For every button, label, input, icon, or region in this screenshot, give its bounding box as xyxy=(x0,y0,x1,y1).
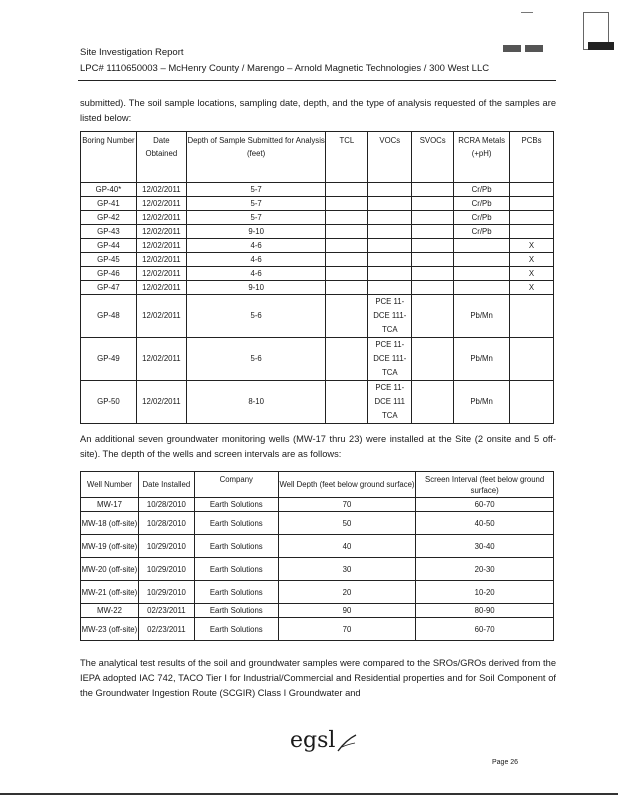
cell: 10/28/2010 xyxy=(138,512,194,535)
table-row xyxy=(81,253,554,267)
cell xyxy=(412,338,454,381)
scan-artifact-dash xyxy=(521,12,533,13)
cell xyxy=(412,295,454,338)
col-date-installed: Date Installed xyxy=(138,472,194,498)
cell: 90 xyxy=(278,604,416,618)
table-row xyxy=(81,211,554,225)
cell: 80-90 xyxy=(416,604,554,618)
cell: PCE 11-DCE 111-TCA xyxy=(368,338,412,381)
cell: 8-10 xyxy=(186,381,326,424)
cell xyxy=(412,211,454,225)
cell: 5-6 xyxy=(186,338,326,381)
cell: 5-6 xyxy=(186,295,326,338)
table-row xyxy=(81,183,554,197)
cell xyxy=(412,183,454,197)
cell xyxy=(368,183,412,197)
results-paragraph: The analytical test results of the soil and groundwater samples were compared to the SROs/GROs derived from the IEPA adopted IAC 742, TACO Tier I for Industrial/Commercial and Residential properties and for Soil Component of the Groundwater Ingestion Route (SCGIR) Class I Groundwater and xyxy=(80,658,556,698)
cell: Pb/Mn xyxy=(454,295,510,338)
cell xyxy=(412,267,454,281)
cell xyxy=(412,253,454,267)
well-table-header xyxy=(81,472,554,498)
cell: MW-18 (off-site) xyxy=(81,512,139,535)
cell xyxy=(510,225,554,239)
cell: 12/02/2011 xyxy=(136,183,186,197)
cell: 12/02/2011 xyxy=(136,281,186,295)
cell xyxy=(326,253,368,267)
col-company: Company xyxy=(194,472,278,498)
cell xyxy=(326,381,368,424)
cell xyxy=(326,211,368,225)
cell: Earth Solutions xyxy=(194,618,278,641)
cell xyxy=(368,267,412,281)
report-subtitle: LPC# 1110650003 – McHenry County / Marengo – Arnold Magnetic Technologies / 300 West LLC xyxy=(80,63,490,74)
cell xyxy=(326,295,368,338)
cell: Cr/Pb xyxy=(454,183,510,197)
col-svocs: SVOCs xyxy=(412,132,454,183)
table-row xyxy=(81,618,554,641)
table-row xyxy=(81,267,554,281)
cell: Earth Solutions xyxy=(194,581,278,604)
cell: X xyxy=(510,253,554,267)
cell xyxy=(454,253,510,267)
cell xyxy=(326,183,368,197)
cell: 40 xyxy=(278,535,416,558)
header-divider xyxy=(78,80,556,81)
cell xyxy=(510,338,554,381)
table-row xyxy=(81,512,554,535)
cell: GP-41 xyxy=(81,197,137,211)
cell: Cr/Pb xyxy=(454,211,510,225)
cell: Cr/Pb xyxy=(454,197,510,211)
cell: 40-50 xyxy=(416,512,554,535)
cell: MW-23 (off-site) xyxy=(81,618,139,641)
egsl-logo: egsl xyxy=(290,728,336,753)
cell: MW-21 (off-site) xyxy=(81,581,139,604)
cell: 60-70 xyxy=(416,498,554,512)
cell: 30-40 xyxy=(416,535,554,558)
cell: 12/02/2011 xyxy=(136,295,186,338)
col-boring-number: Boring Number xyxy=(81,132,137,183)
cell xyxy=(454,239,510,253)
cell: PCE 11-DCE 111-TCA xyxy=(368,295,412,338)
table-row xyxy=(81,197,554,211)
cell: GP-46 xyxy=(81,267,137,281)
cell: GP-44 xyxy=(81,239,137,253)
cell: GP-48 xyxy=(81,295,137,338)
cell: X xyxy=(510,267,554,281)
col-well-depth: Well Depth (feet below ground surface) xyxy=(278,472,416,498)
cell: 50 xyxy=(278,512,416,535)
table-row xyxy=(81,381,554,424)
cell: Earth Solutions xyxy=(194,498,278,512)
table-row xyxy=(81,498,554,512)
cell: Earth Solutions xyxy=(194,512,278,535)
cell: 20-30 xyxy=(416,558,554,581)
cell: 9-10 xyxy=(186,225,326,239)
cell xyxy=(326,197,368,211)
table-row xyxy=(81,558,554,581)
cell: Earth Solutions xyxy=(194,604,278,618)
report-title: Site Investigation Report xyxy=(80,47,184,58)
cell xyxy=(326,281,368,295)
cell: 10/28/2010 xyxy=(138,498,194,512)
cell xyxy=(510,295,554,338)
cell: PCE 11-DCE 111 TCA xyxy=(368,381,412,424)
cell: MW-20 (off-site) xyxy=(81,558,139,581)
cell: MW-22 xyxy=(81,604,139,618)
cell xyxy=(412,225,454,239)
cell: 10/29/2010 xyxy=(138,558,194,581)
cell: 9-10 xyxy=(186,281,326,295)
table-row xyxy=(81,581,554,604)
cell: 20 xyxy=(278,581,416,604)
cell: 70 xyxy=(278,498,416,512)
cell: 12/02/2011 xyxy=(136,338,186,381)
cell: Earth Solutions xyxy=(194,535,278,558)
soil-sample-table xyxy=(80,131,554,424)
cell: X xyxy=(510,281,554,295)
wells-paragraph: An additional seven groundwater monitoring wells (MW-17 thru 23) were installed at the Site (2 onsite and 5 off-site). The depth of the wells and screen intervals are as follows: xyxy=(80,434,556,459)
cell: Cr/Pb xyxy=(454,225,510,239)
cell: GP-49 xyxy=(81,338,137,381)
table-row xyxy=(81,225,554,239)
cell: 12/02/2011 xyxy=(136,253,186,267)
cell: Pb/Mn xyxy=(454,381,510,424)
logo-swoosh-icon xyxy=(336,733,358,753)
cell: 02/23/2011 xyxy=(138,604,194,618)
cell xyxy=(326,225,368,239)
scan-artifact-block xyxy=(588,42,614,50)
cell xyxy=(412,197,454,211)
cell: 5-7 xyxy=(186,183,326,197)
cell: MW-19 (off-site) xyxy=(81,535,139,558)
scan-artifact-tag-left xyxy=(503,45,521,52)
col-well-number: Well Number xyxy=(81,472,139,498)
cell xyxy=(454,281,510,295)
cell xyxy=(368,225,412,239)
cell xyxy=(326,239,368,253)
cell: GP-43 xyxy=(81,225,137,239)
cell: GP-42 xyxy=(81,211,137,225)
cell: 4-6 xyxy=(186,267,326,281)
cell: 12/02/2011 xyxy=(136,239,186,253)
cell xyxy=(326,338,368,381)
table-row xyxy=(81,604,554,618)
intro-paragraph: submitted). The soil sample locations, sampling date, depth, and the type of analysis requested of the samples are listed below: xyxy=(80,98,556,123)
col-tcl: TCL xyxy=(326,132,368,183)
col-date-obtained: Date Obtained xyxy=(136,132,186,183)
cell: Pb/Mn xyxy=(454,338,510,381)
monitoring-well-table xyxy=(80,471,554,641)
cell: 10/29/2010 xyxy=(138,581,194,604)
cell: 10/29/2010 xyxy=(138,535,194,558)
table-row xyxy=(81,281,554,295)
table-row xyxy=(81,535,554,558)
cell: 5-7 xyxy=(186,211,326,225)
soil-table-header xyxy=(81,132,554,183)
cell xyxy=(412,239,454,253)
cell: 70 xyxy=(278,618,416,641)
col-vocs: VOCs xyxy=(368,132,412,183)
bottom-divider xyxy=(0,793,618,795)
cell: GP-45 xyxy=(81,253,137,267)
cell: MW-17 xyxy=(81,498,139,512)
cell: 02/23/2011 xyxy=(138,618,194,641)
cell: 12/02/2011 xyxy=(136,197,186,211)
cell: 30 xyxy=(278,558,416,581)
cell xyxy=(368,253,412,267)
cell xyxy=(412,281,454,295)
table-row xyxy=(81,239,554,253)
cell xyxy=(368,197,412,211)
cell: 12/02/2011 xyxy=(136,267,186,281)
cell: 5-7 xyxy=(186,197,326,211)
cell xyxy=(510,211,554,225)
cell: X xyxy=(510,239,554,253)
col-pcbs: PCBs xyxy=(510,132,554,183)
cell xyxy=(510,197,554,211)
cell xyxy=(454,267,510,281)
col-rcra-metals: RCRA Metals (+pH) xyxy=(454,132,510,183)
cell: GP-47 xyxy=(81,281,137,295)
cell: 12/02/2011 xyxy=(136,211,186,225)
cell xyxy=(412,381,454,424)
table-row xyxy=(81,295,554,338)
scan-artifact-tag-right xyxy=(525,45,543,52)
cell: 60-70 xyxy=(416,618,554,641)
cell: 12/02/2011 xyxy=(136,381,186,424)
cell xyxy=(368,281,412,295)
cell: 4-6 xyxy=(186,253,326,267)
cell xyxy=(326,267,368,281)
cell xyxy=(368,239,412,253)
cell: 12/02/2011 xyxy=(136,225,186,239)
cell: Earth Solutions xyxy=(194,558,278,581)
col-sample-depth: Depth of Sample Submitted for Analysis (feet) xyxy=(186,132,326,183)
cell: 4-6 xyxy=(186,239,326,253)
cell: 10-20 xyxy=(416,581,554,604)
cell: GP-50 xyxy=(81,381,137,424)
cell xyxy=(368,211,412,225)
cell xyxy=(510,381,554,424)
cell xyxy=(510,183,554,197)
col-screen-interval: Screen Interval (feet below ground surface) xyxy=(416,472,554,498)
table-row xyxy=(81,338,554,381)
cell: GP-40* xyxy=(81,183,137,197)
page-number: Page 26 xyxy=(492,759,519,766)
